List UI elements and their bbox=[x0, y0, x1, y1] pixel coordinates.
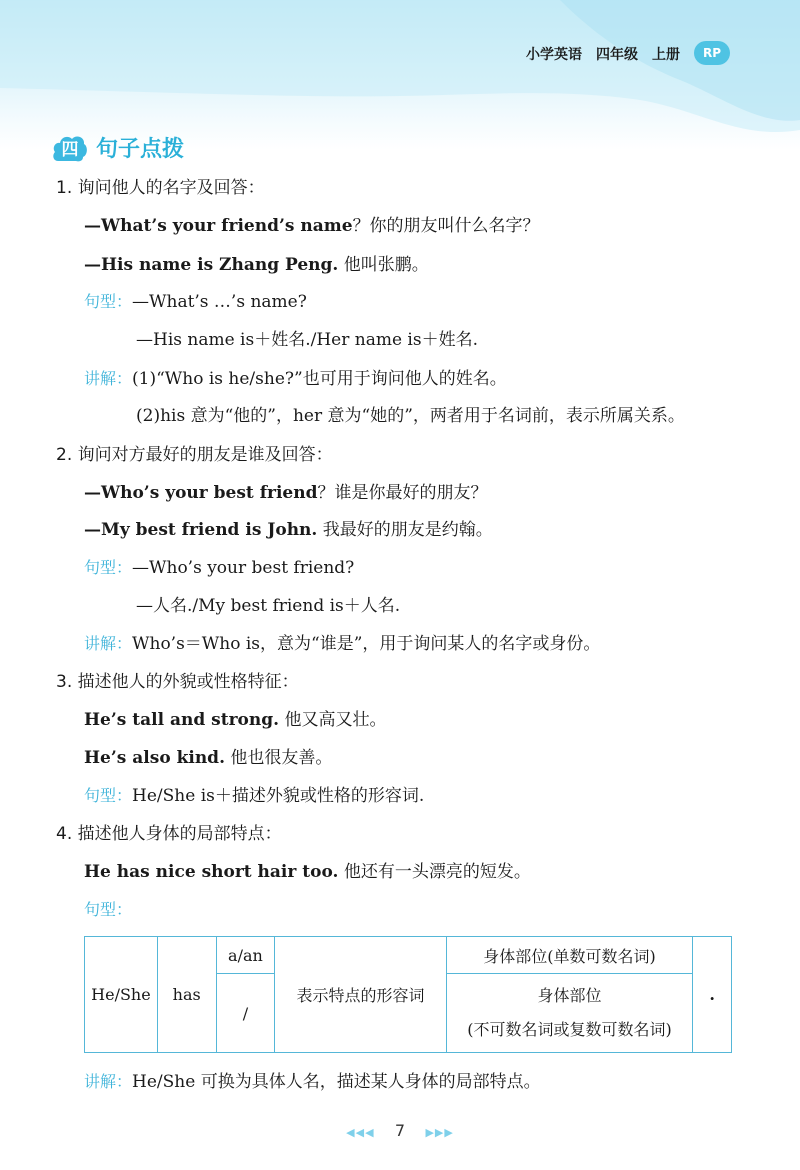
item-2-pattern-2: —人名./My best friend is＋人名. bbox=[136, 596, 401, 616]
right-arrows-icon: ▶▶▶ bbox=[425, 1126, 454, 1139]
item-3-pattern-1: 句型：He/She is＋描述外貌或性格的形容词. bbox=[84, 786, 425, 806]
item-2-heading: 2. 询问对方最好的朋友是谁及回答： bbox=[56, 445, 333, 465]
item-4-pattern-label: 句型： bbox=[84, 900, 133, 919]
section-heading: 句子点拨 bbox=[96, 137, 185, 162]
table-end-period: . bbox=[693, 937, 732, 1053]
page-footer bbox=[0, 1121, 800, 1140]
table-article: a/an bbox=[216, 937, 275, 974]
table-part-plural bbox=[446, 974, 693, 1053]
section-badge: 四 bbox=[52, 133, 88, 163]
item-3-heading: 3. 描述他人的外貌或性格特征： bbox=[56, 672, 299, 692]
table-subject: He/She bbox=[85, 937, 158, 1053]
item-3-sentence-1: He’s tall and strong. 他又高又壮。 bbox=[84, 710, 387, 730]
volume-label: 上册 bbox=[652, 47, 680, 63]
left-arrows-icon: ◀◀◀ bbox=[346, 1126, 375, 1139]
table-part-plural-line-2: (不可数名词或复数可数名词) bbox=[467, 1020, 672, 1039]
item-4-sentence-1: He has nice short hair too. 他还有一头漂亮的短发。 bbox=[84, 862, 531, 882]
item-2-question: —Who’s your best friend？谁是你最好的朋友？ bbox=[84, 483, 488, 503]
item-1-explain-1: 讲解：(1)“Who is he/she?”也可用于询问他人的姓名。 bbox=[84, 369, 507, 389]
item-2-answer: —My best friend is John. 我最好的朋友是约翰。 bbox=[84, 520, 493, 540]
header-wave bbox=[0, 0, 800, 150]
table-verb: has bbox=[157, 937, 216, 1053]
item-2-explain-1: 讲解：Who’s＝Who is，意为“谁是”，用于询问某人的名字或身份。 bbox=[84, 634, 601, 654]
item-2-pattern-1: 句型：—Who’s your best friend? bbox=[84, 558, 355, 578]
table-slash: / bbox=[216, 974, 275, 1053]
item-1-pattern-1: 句型：—What’s …’s name? bbox=[84, 292, 307, 312]
item-4-explain-1: 讲解：He/She 可换为具体人名，描述某人身体的局部特点。 bbox=[84, 1072, 541, 1092]
item-1-answer: —His name is Zhang Peng. 他叫张鹏。 bbox=[84, 255, 429, 275]
item-3-sentence-2: He’s also kind. 他也很友善。 bbox=[84, 748, 333, 768]
section-title bbox=[52, 132, 184, 163]
item-1-heading: 1. 询问他人的名字及回答： bbox=[56, 178, 265, 198]
pattern-table bbox=[84, 936, 732, 1053]
table-adjective: 表示特点的形容词 bbox=[275, 937, 446, 1053]
item-1-explain-2: (2)his 意为“他的”，her 意为“她的”，两者用于名词前，表示所属关系。 bbox=[136, 406, 685, 426]
publisher-badge: RP bbox=[694, 41, 730, 65]
table-part-singular: 身体部位(单数可数名词) bbox=[446, 937, 693, 974]
item-4-heading: 4. 描述他人身体的局部特点： bbox=[56, 824, 282, 844]
grade-label: 四年级 bbox=[596, 47, 638, 63]
item-1-question: —What’s your friend’s name？你的朋友叫什么名字？ bbox=[84, 216, 540, 236]
page-number: 7 bbox=[394, 1121, 406, 1140]
item-1-pattern-2: —His name is＋姓名./Her name is＋姓名. bbox=[136, 330, 479, 350]
table-part-plural-line-1: 身体部位 bbox=[537, 986, 602, 1005]
subject-label: 小学英语 bbox=[526, 47, 582, 63]
